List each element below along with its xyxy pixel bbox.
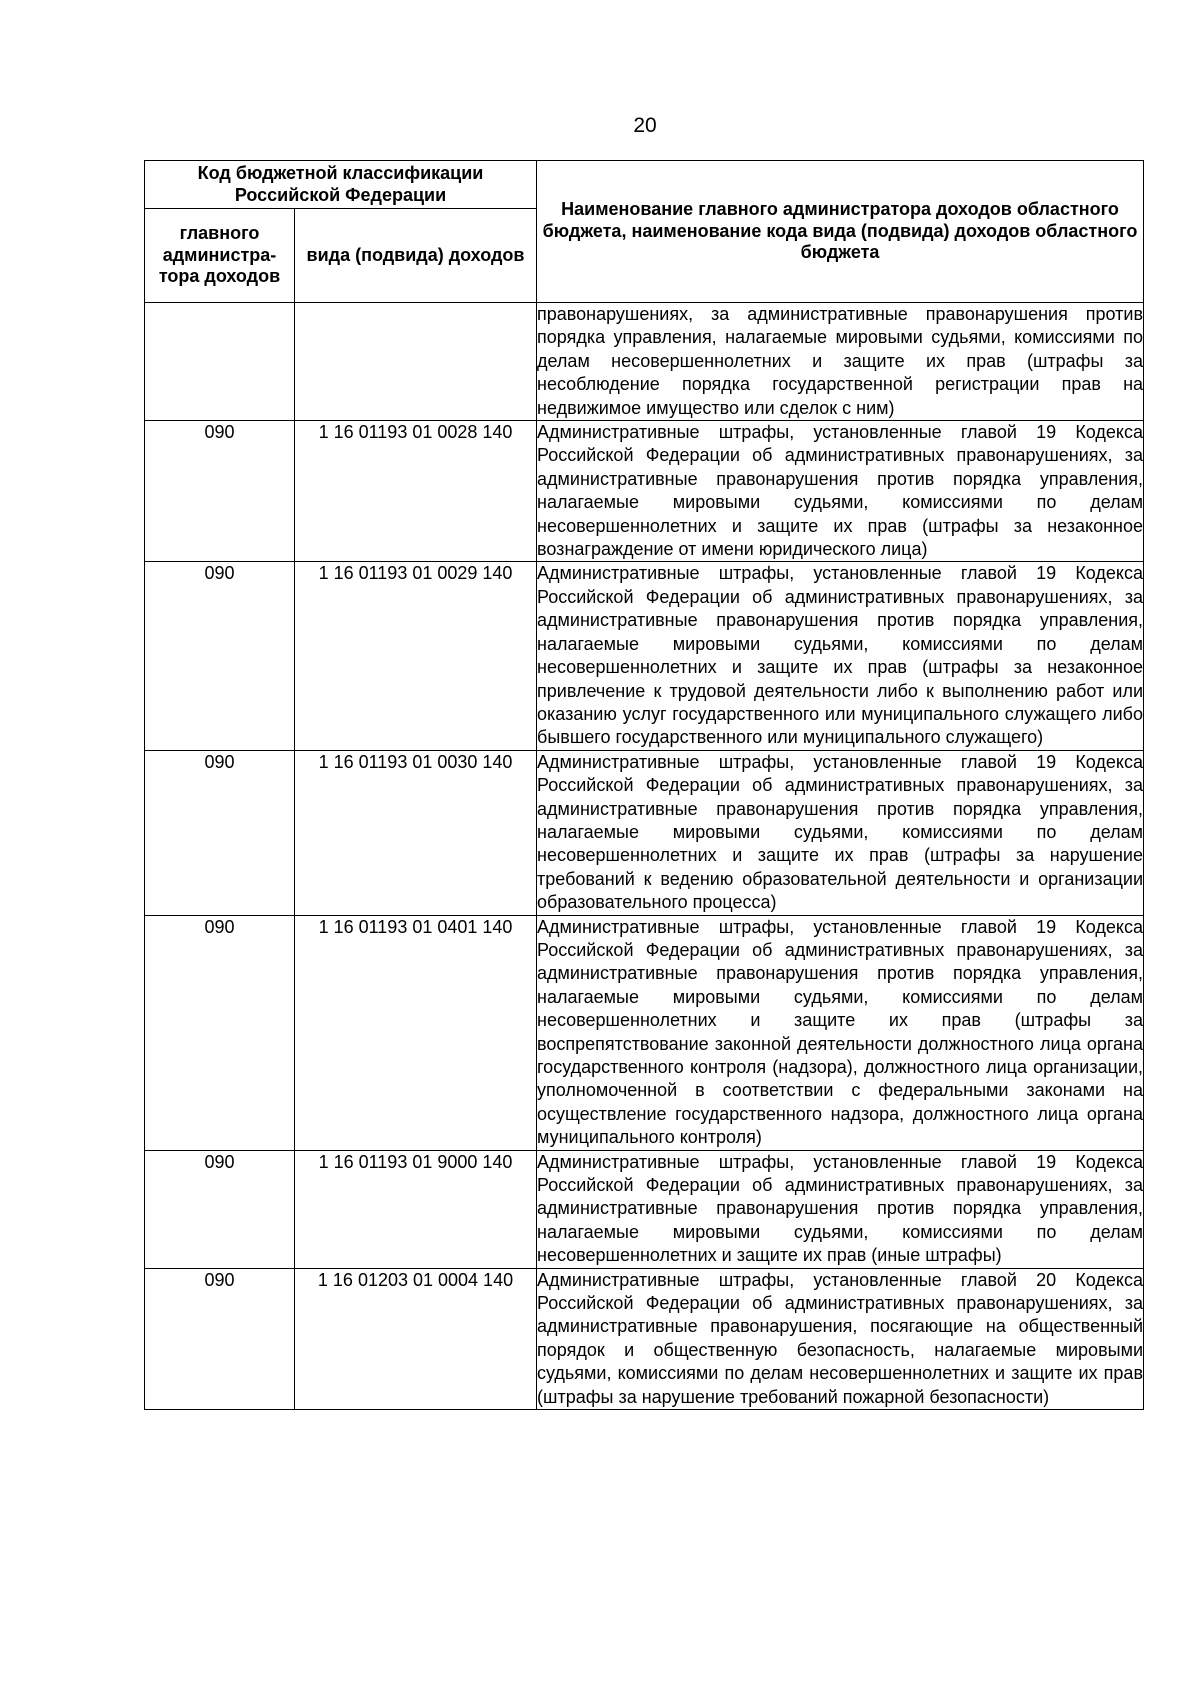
revenue-kind-code-cell: 1 16 01193 01 9000 140: [295, 1150, 537, 1268]
table-row: [145, 421, 1144, 562]
revenue-kind-code-cell: [295, 303, 537, 421]
admin-code-cell: [145, 303, 295, 421]
admin-code-column-header: главного администра-тора доходов: [145, 209, 295, 303]
table-body: [145, 303, 1144, 1410]
budget-classification-table: [144, 160, 1144, 1410]
budget-code-group-header: Код бюджетной классификации Российской Федерации: [145, 161, 537, 209]
admin-code-cell: 090: [145, 915, 295, 1150]
description-cell: правонарушениях, за административные правонарушения против порядка управления, налагаемые мировыми судьями, комиссиями по делам несовершеннолетних и защите их прав (штрафы за несоблюдение порядка государственной регистрации прав на недвижимое имущество или сделок с ним): [537, 303, 1144, 421]
description-cell: Административные штрафы, установленные главой 19 Кодекса Российской Федерации об административных правонарушениях, за административные правонарушения против порядка управления, налагаемые мировыми судьями, комиссиями по делам несовершеннолетних и защите их прав (штрафы за воспрепятствование законной деятельности должностного лица органа государственного контроля (надзора), должностного лица организации, уполномоченной в соответствии с федеральными законами на осуществление государственного надзора, должностного лица органа муниципального контроля): [537, 915, 1144, 1150]
table-row: [145, 1268, 1144, 1409]
admin-code-cell: 090: [145, 750, 295, 915]
admin-code-cell: 090: [145, 1268, 295, 1409]
table-row: [145, 562, 1144, 750]
description-cell: Административные штрафы, установленные главой 19 Кодекса Российской Федерации об административных правонарушениях, за административные правонарушения против порядка управления, налагаемые мировыми судьями, комиссиями по делам несовершеннолетних и защите их прав (штрафы за незаконное привлечение к трудовой деятельности либо к выполнению работ или оказанию услуг государственного или муниципального служащего либо бывшего государственного или муниципального служащего): [537, 562, 1144, 750]
description-cell: Административные штрафы, установленные главой 20 Кодекса Российской Федерации об административных правонарушениях, за административные правонарушения, посягающие на общественный порядок и общественную безопасность, налагаемые мировыми судьями, комиссиями по делам несовершеннолетних и защите их прав (штрафы за нарушение требований пожарной безопасности): [537, 1268, 1144, 1409]
table-row: [145, 750, 1144, 915]
revenue-kind-code-cell: 1 16 01203 01 0004 140: [295, 1268, 537, 1409]
admin-code-cell: 090: [145, 562, 295, 750]
description-cell: Административные штрафы, установленные главой 19 Кодекса Российской Федерации об административных правонарушениях, за административные правонарушения против порядка управления, налагаемые мировыми судьями, комиссиями по делам несовершеннолетних и защите их прав (штрафы за нарушение требований к ведению образовательной деятельности и организации образовательного процесса): [537, 750, 1144, 915]
admin-code-cell: 090: [145, 1150, 295, 1268]
page-number: 20: [633, 114, 657, 137]
table-row: [145, 915, 1144, 1150]
revenue-kind-code-cell: 1 16 01193 01 0028 140: [295, 421, 537, 562]
revenue-kind-code-cell: 1 16 01193 01 0029 140: [295, 562, 537, 750]
table-row: [145, 1150, 1144, 1268]
description-cell: Административные штрафы, установленные главой 19 Кодекса Российской Федерации об административных правонарушениях, за административные правонарушения против порядка управления, налагаемые мировыми судьями, комиссиями по делам несовершеннолетних и защите их прав (иные штрафы): [537, 1150, 1144, 1268]
table-row: [145, 303, 1144, 421]
admin-code-cell: 090: [145, 421, 295, 562]
table-header: [145, 161, 1144, 303]
description-cell: Административные штрафы, установленные главой 19 Кодекса Российской Федерации об административных правонарушениях, за административные правонарушения против порядка управления, налагаемые мировыми судьями, комиссиями по делам несовершеннолетних и защите их прав (штрафы за незаконное вознаграждение от имени юридического лица): [537, 421, 1144, 562]
revenue-kind-code-cell: 1 16 01193 01 0030 140: [295, 750, 537, 915]
revenue-kind-code-cell: 1 16 01193 01 0401 140: [295, 915, 537, 1150]
revenue-kind-column-header: вида (подвида) доходов: [295, 209, 537, 303]
name-column-header: Наименование главного администратора доходов областного бюджета, наименование кода вида (подвида) доходов областного бюджета: [537, 161, 1144, 303]
